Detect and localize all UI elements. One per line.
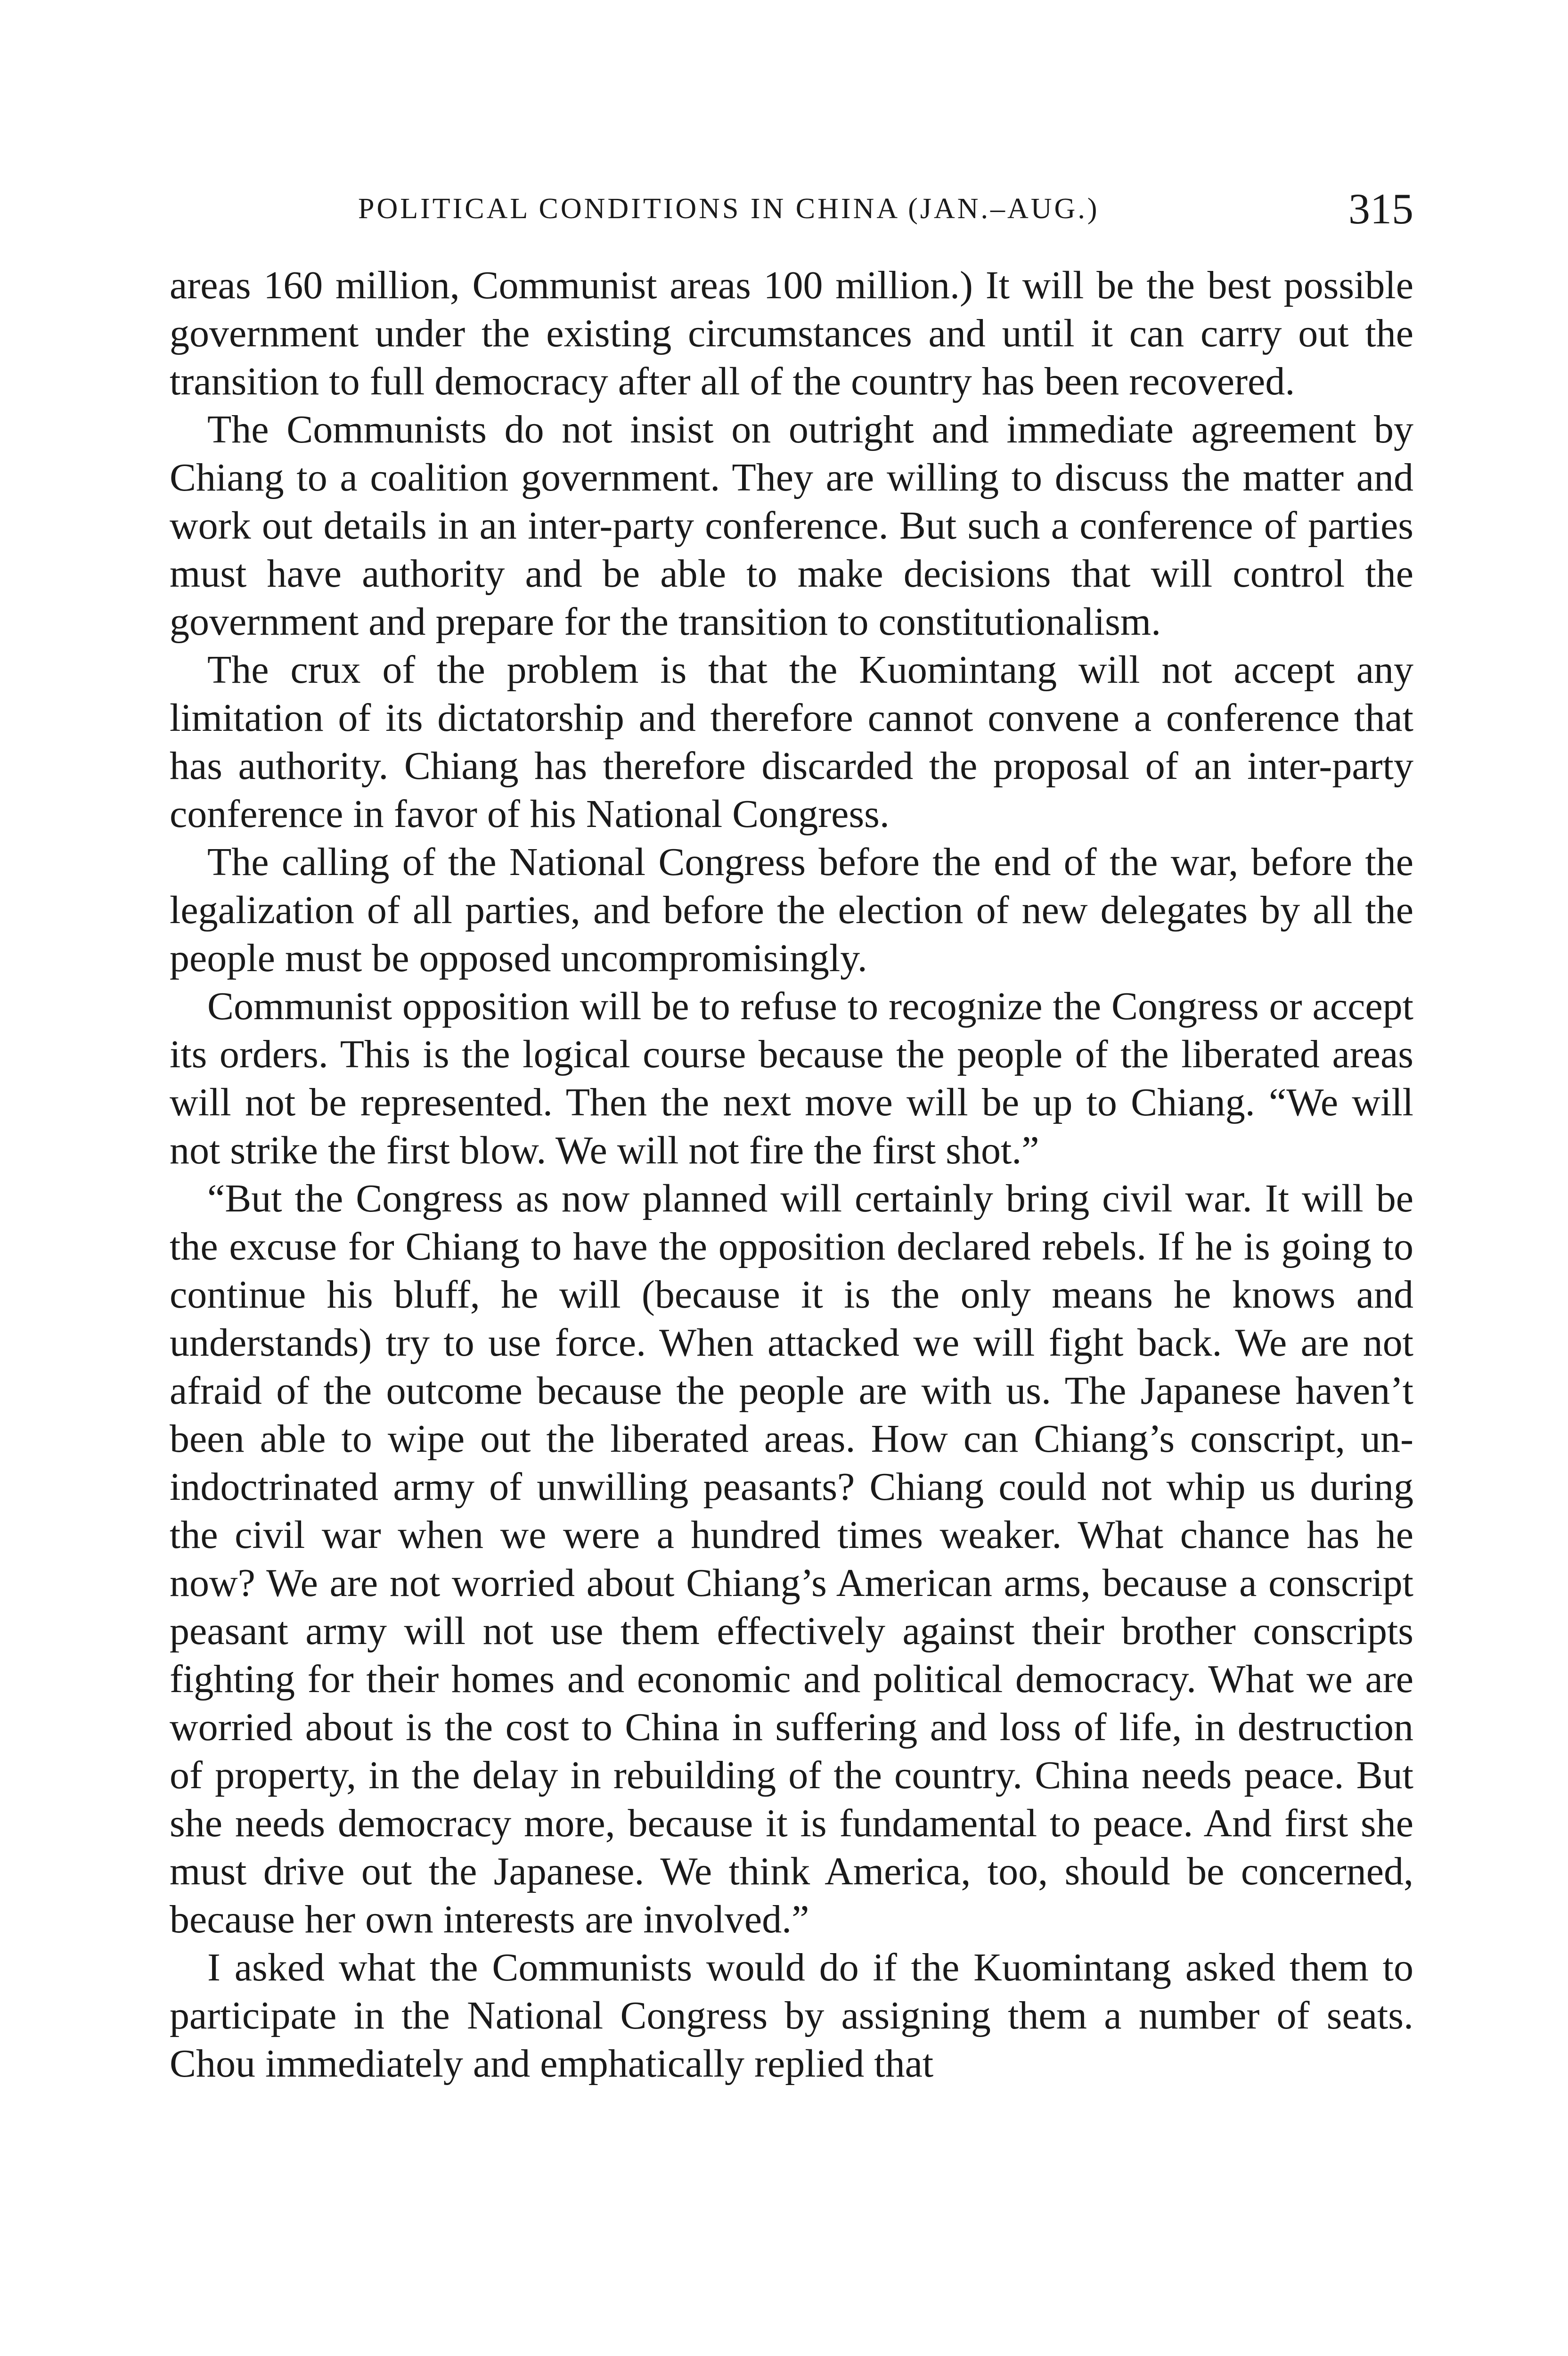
body-text (170, 262, 1413, 2088)
paragraph: The crux of the problem is that the Kuomintang will not accept any limitation of its dictatorship and therefore cannot convene a conference that has authority. Chiang has therefore discarded the proposal of an inter-party conference in favor of his National Congress. (170, 648, 1413, 836)
paragraph: I asked what the Communists would do if the Kuomintang asked them to participate in the National Congress by assigning them a number of seats. Chou immediately and emphatically replied that (170, 1946, 1413, 2086)
document-page (170, 0, 1413, 2356)
page-number: 315 (1348, 185, 1413, 233)
paragraph: The calling of the National Congress before the end of the war, before the legalization of all parties, and before the election of new delegates by all the people must be opposed uncompromisingly. (170, 840, 1413, 980)
paragraph-continued: areas 160 million, Communist areas 100 million.) It will be the best possible government under the existing circumstances and until it can carry out the transition to full democracy after all of the country has been recovered. (170, 263, 1413, 403)
paragraph: The Communists do not insist on outright and immediate agreement by Chiang to a coalition government. They are willing to discuss the matter and work out details in an inter-party conference. But such a conference of parties must have authority and be able to make decisions that will control the government and prepare for the transition to constitutionalism. (170, 408, 1413, 644)
running-head-title: POLITICAL CONDITIONS IN CHINA (JAN.–AUG.) (358, 193, 1100, 225)
paragraph: “But the Congress as now planned will certainly bring civil war. It will be the excuse for Chiang to have the opposition declared rebels. If he is going to continue his bluff, he will (because it is the only means he knows and understands) try to use force. When attacked we will fight back. We are not afraid of the outcome because the people are with us. The Japanese haven’t been able to wipe out the liberated areas. How can Chiang’s conscript, un-indoctrinated army of unwilling peasants? Chiang could not whip us during the civil war when we were a hundred times weaker. What chance has he now? We are not worried about Chiang’s American arms, because a conscript peasant army will not use them effectively against their brother conscripts fighting for their homes and economic and political democracy. What we are worried about is the cost to China in suffering and loss of life, in destruction of property, in the delay in rebuilding of the country. China needs peace. But she needs democracy more, because it is fundamental to peace. And first she must drive out the Japanese. We think America, too, should be concerned, because her own interests are involved.” (170, 1177, 1413, 1941)
paragraph: Communist opposition will be to refuse to recognize the Congress or accept its orders. This is the logical course because the people of the liberated areas will not be represented. Then the next move will be up to Chiang. “We will not strike the first blow. We will not fire the first shot.” (170, 984, 1413, 1172)
running-head (170, 184, 1413, 236)
